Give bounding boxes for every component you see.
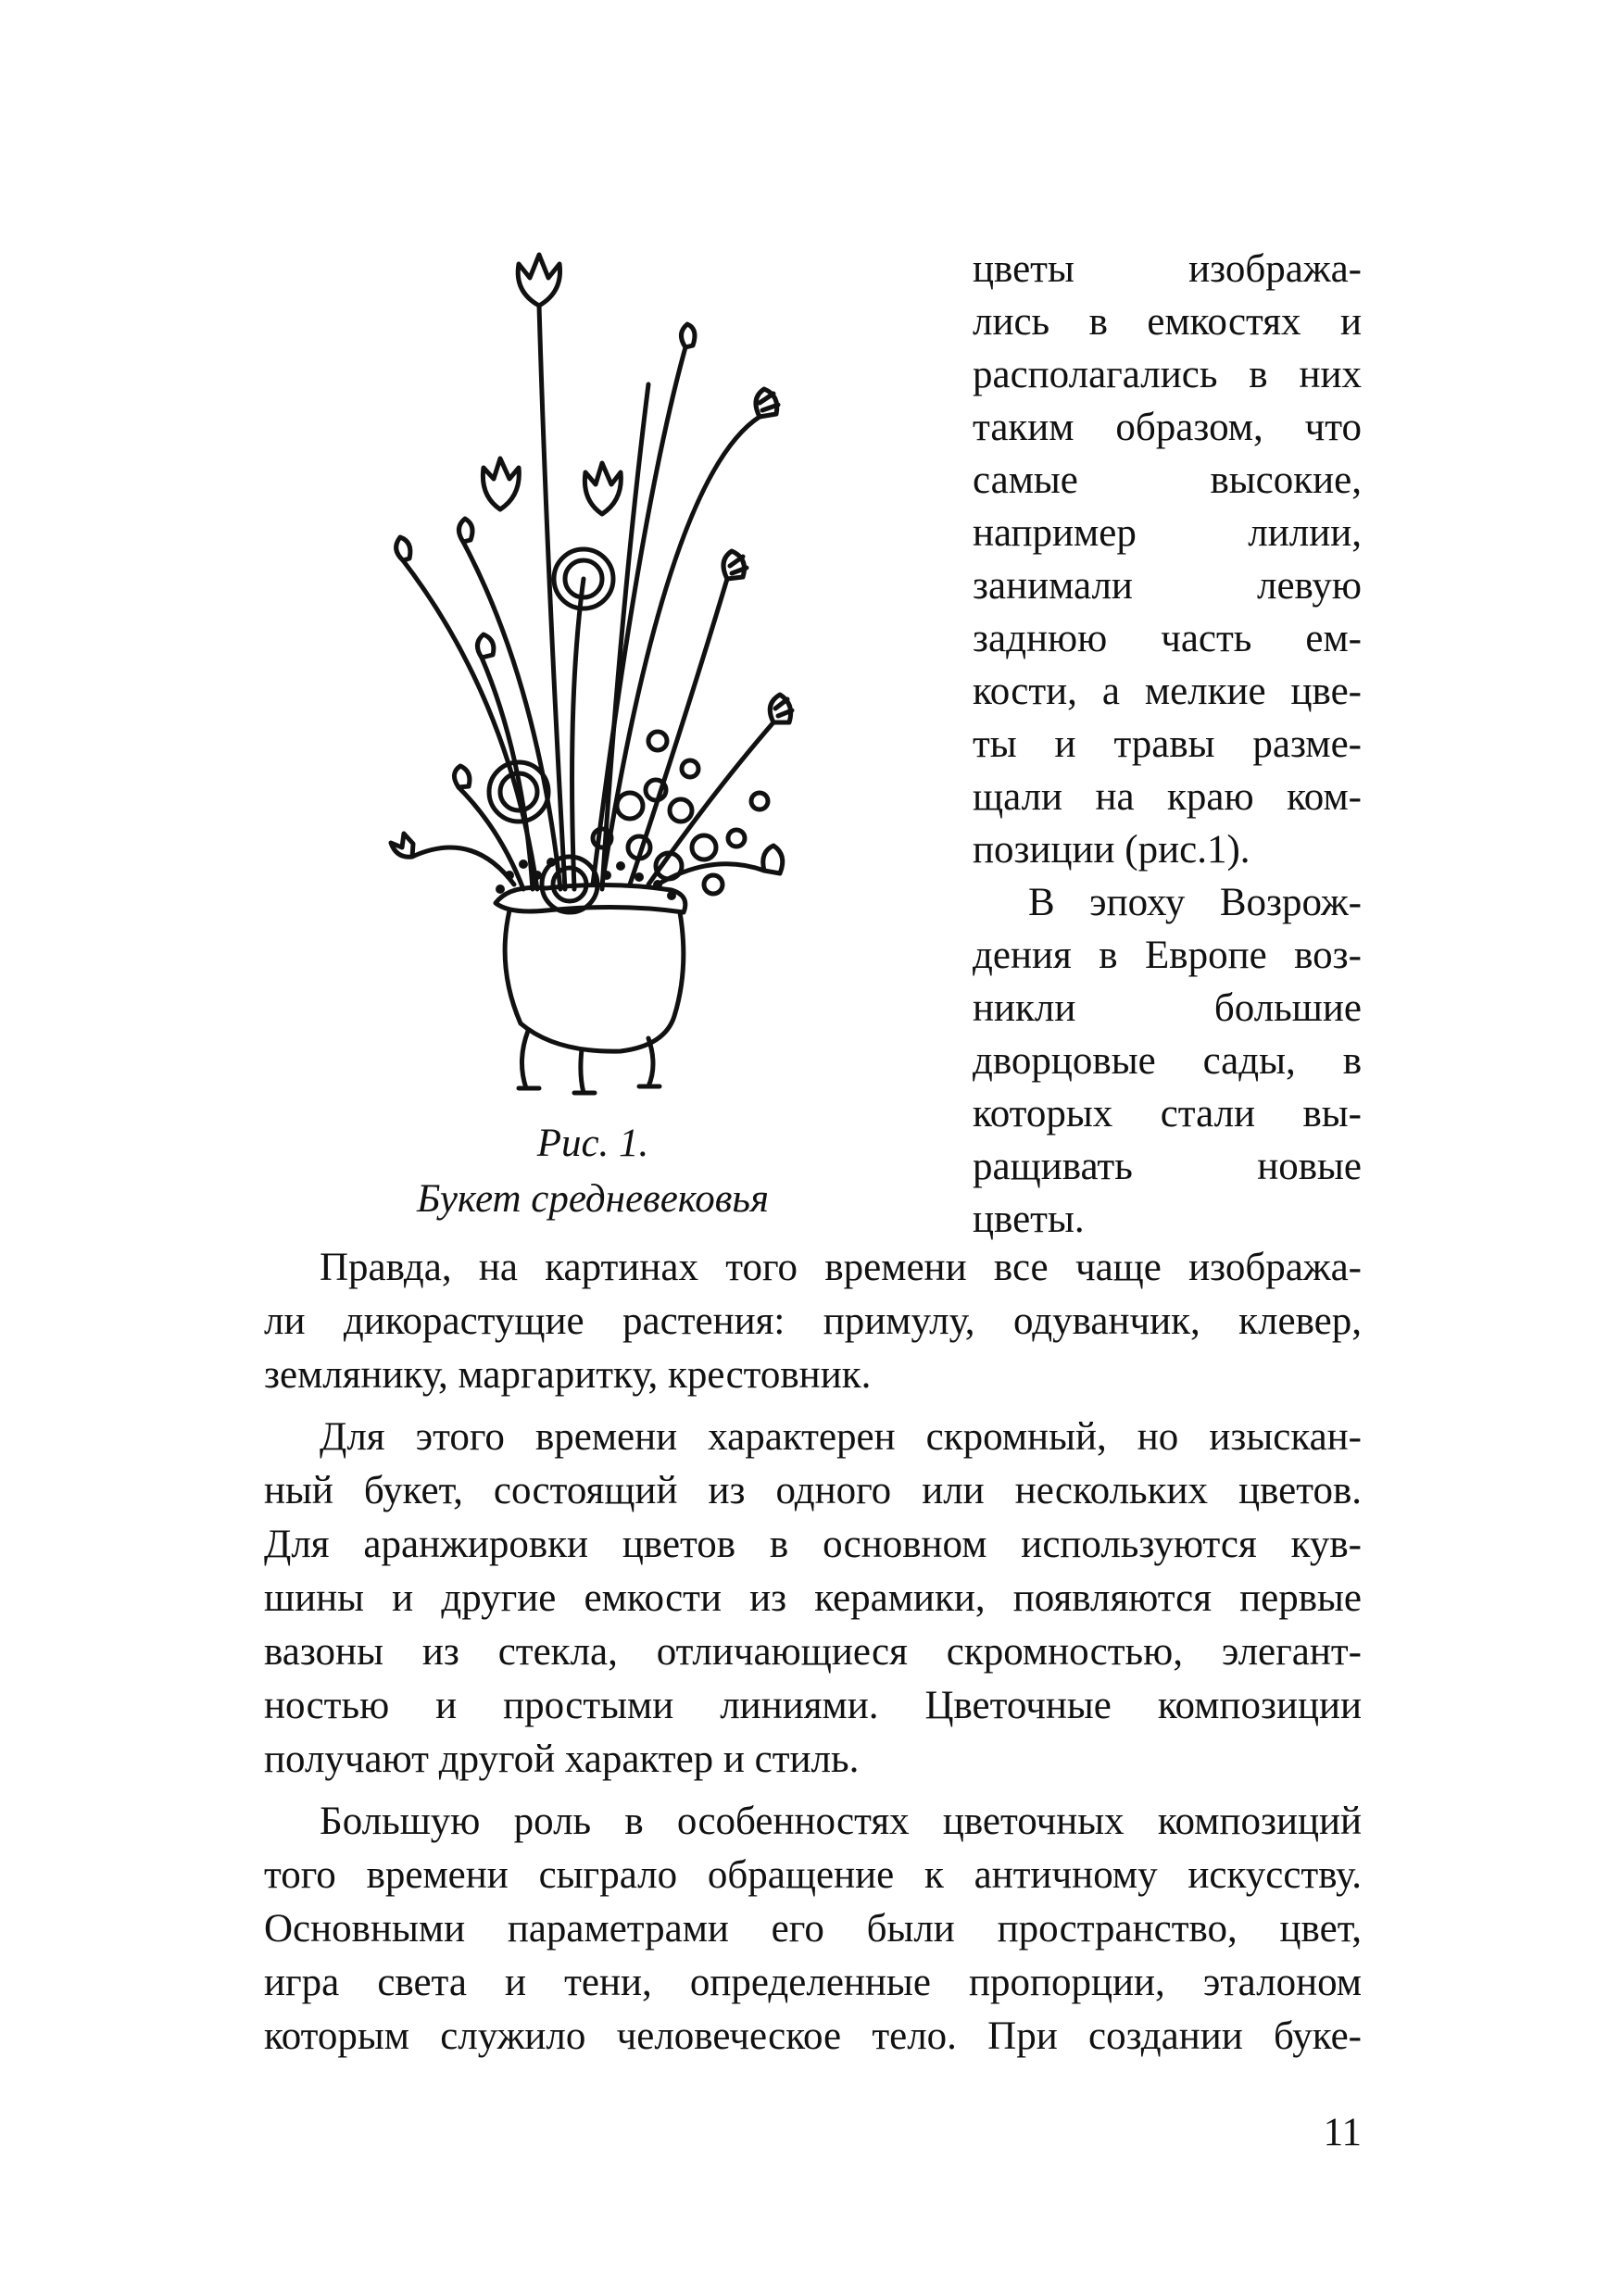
cluster-flower-1 xyxy=(617,793,643,819)
body-paragraph-1 xyxy=(264,1241,1362,1402)
text-line: ный букет, состоящий из одного или нескольких цветов. xyxy=(264,1469,1362,1512)
stem-tall-tulip xyxy=(572,579,584,889)
text-line: кости, а мелкие цве- xyxy=(973,670,1362,713)
text-line: никли большие xyxy=(973,986,1362,1030)
text-line: ностью и простыми линиями. Цветочные композиции xyxy=(264,1684,1362,1727)
text-line: ты и травы разме- xyxy=(973,722,1362,766)
text-line: Для этого времени характерен скромный, но изыскан- xyxy=(320,1415,1362,1459)
tulip-top xyxy=(518,255,559,306)
text-line: ращивать новые xyxy=(973,1145,1362,1188)
fan-flower-left-mid xyxy=(477,634,493,658)
text-line: Для аранжировки цветов в основном используются кув- xyxy=(264,1523,1362,1566)
text-line: дворцовые сады, в xyxy=(973,1039,1362,1083)
figure-caption-title: Букет средневековья xyxy=(416,1177,769,1221)
figure-caption xyxy=(324,1116,861,1227)
bud-left-top xyxy=(459,519,472,542)
stem-left-top xyxy=(463,542,560,889)
body-paragraph-3 xyxy=(264,1795,1362,2064)
fan-flower-right-lower xyxy=(770,695,792,722)
text-line: ли дикорастущие растения: примулу, одуванчик, клевер, xyxy=(264,1299,1362,1343)
cluster-flower-3 xyxy=(670,799,692,822)
bud-left-upper xyxy=(396,537,410,560)
figure-bouquet xyxy=(324,236,815,1111)
cluster-flower-11 xyxy=(751,793,768,809)
text-line: которым служило человеческое тело. При создании буке- xyxy=(264,2014,1362,2058)
figure-caption-label: Рис. 1. xyxy=(536,1122,649,1165)
body-text xyxy=(264,1241,1362,2072)
text-line: игра света и тени, определенные пропорции, эталоном xyxy=(264,1961,1362,2004)
text-line: Большую роль в особенностях цветочных композиций xyxy=(320,1800,1362,1843)
stem-left-upper xyxy=(403,560,537,889)
text-line: например лилии, xyxy=(973,511,1362,555)
text-line: цветы. xyxy=(973,1198,1085,1241)
cluster-flower-9 xyxy=(648,732,667,750)
cluster-flower-7 xyxy=(704,875,723,894)
cluster-flower-8 xyxy=(728,830,745,847)
cluster-flower-10 xyxy=(682,760,698,777)
text-line: Правда, на картинах того времени все чаще изобража- xyxy=(320,1246,1362,1289)
text-line: шины и другие емкости из керамики, появляются первые xyxy=(264,1576,1362,1620)
pot-body xyxy=(505,910,684,1051)
text-line: Основными параметрами его были пространство, цвет, xyxy=(264,1907,1362,1951)
bud-right-top xyxy=(681,324,695,347)
tulip-small-left xyxy=(391,834,413,857)
fan-flower-right-mid xyxy=(723,551,747,579)
column-paragraph-2 xyxy=(973,876,1362,1246)
text-line: самые высокие, xyxy=(973,458,1362,502)
text-line: позиции (рис.1). xyxy=(973,828,1250,872)
pot-leg-left xyxy=(519,1031,539,1088)
bouquet-illustration xyxy=(324,236,815,1111)
text-line: дения в Европе воз- xyxy=(973,934,1362,977)
tulip-center-left xyxy=(483,458,519,509)
text-line: землянику, маргаритку, крестовник. xyxy=(264,1353,872,1397)
column-text xyxy=(973,243,1362,1246)
fan-flower-right-upper xyxy=(756,389,778,417)
stem-left-low xyxy=(412,847,514,885)
pot-leg-middle xyxy=(574,1049,595,1093)
column-paragraph-1 xyxy=(973,243,1362,876)
text-line: заднюю часть ем- xyxy=(973,617,1362,660)
text-line: щали на краю ком- xyxy=(973,775,1362,819)
body-paragraph-2 xyxy=(264,1411,1362,1787)
text-line: получают другой характер и стиль. xyxy=(264,1738,860,1781)
text-line: вазоны из стекла, отличающиеся скромностью, элегант- xyxy=(264,1630,1362,1674)
text-line: того времени сыграло обращение к античному искусству. xyxy=(264,1853,1362,1897)
text-line: таким образом, что xyxy=(973,406,1362,449)
text-line: которых стали вы- xyxy=(973,1092,1362,1135)
text-line: В эпоху Возрож- xyxy=(1028,881,1362,924)
text-line: располагались в них xyxy=(973,353,1362,396)
text-line: цветы изобража- xyxy=(973,247,1362,291)
tulip-center-right xyxy=(584,463,621,514)
fan-flower-left-low xyxy=(454,766,469,787)
cluster-flower-4 xyxy=(692,835,716,859)
text-line: лись в емкостях и xyxy=(973,300,1362,344)
text-line: занимали левую xyxy=(973,564,1362,608)
page-number: 11 xyxy=(1323,2111,1362,2154)
fan-flower-right-bottom xyxy=(763,846,783,873)
